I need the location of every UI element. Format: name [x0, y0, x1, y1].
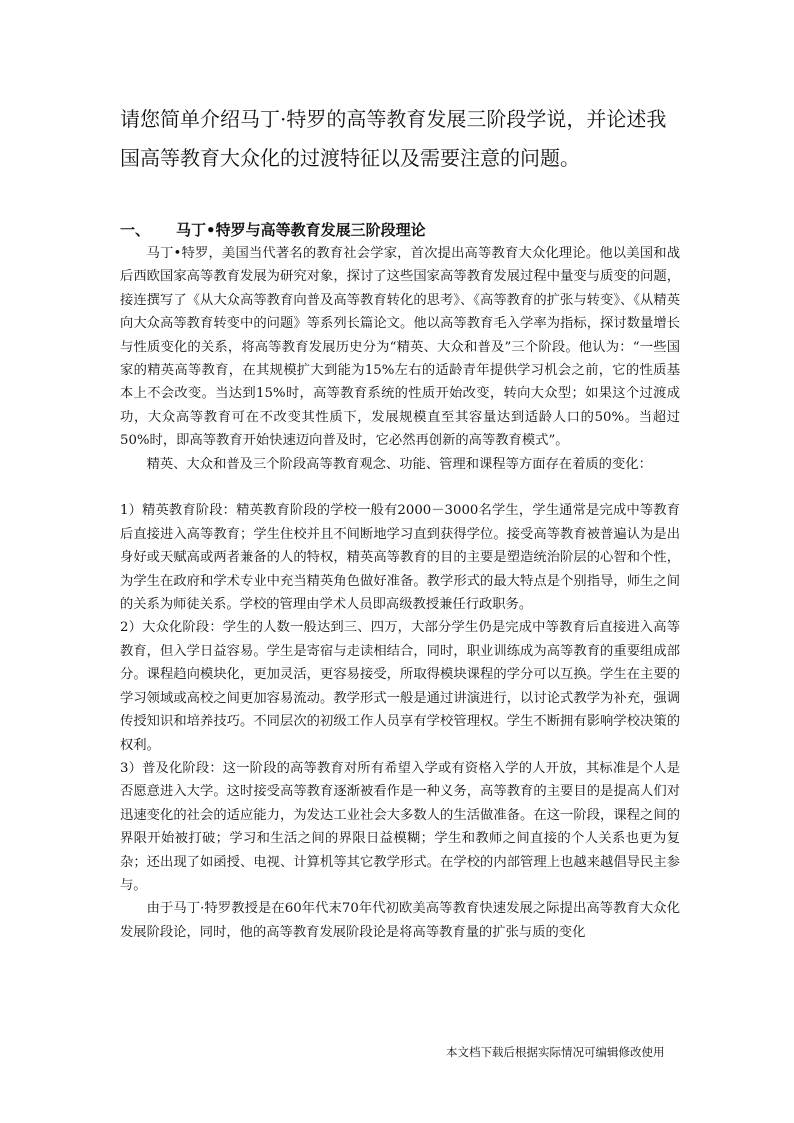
question-title: 请您简单介绍马丁·特罗的高等教育发展三阶段学说，并论述我国高等教育大众化的过渡特征以及需要注意的问题。 — [120, 107, 667, 170]
paragraph-changes: 精英、大众和普及三个阶段高等教育观念、功能、管理和课程等方面存在着质的变化： — [146, 456, 652, 472]
paragraph-universal-stage: 3）普及化阶段：这一阶段的高等教育对所有希望入学或有资格入学的人开放，其标准是个人是否愿意进入大学。这时接受高等教育逐渐被看作是一种义务，高等教育的主要目的是提高人们对迅速变化的社会的适应能力，为发达工业社会大多数人的生活做准备。在这一阶段，课程之间的界限开始被打破；学习和生活之间的界限日益模糊；学生和教师之间直接的个人关系也更为复杂；还出现了如函授、电视、计算机等其它教学形式。在学校的内部管理上也越来越倡导民主参与。 — [120, 760, 680, 893]
paragraph-elite-stage: 1）精英教育阶段：精英教育阶段的学校一般有2000－3000名学生，学生通常是完成中等教育后直接进入高等教育；学生住校并且不间断地学习直到获得学位。接受高等教育被普遍认为是出身好或天赋高或两者兼备的人的特权，精英高等教育的目的主要是塑造统治阶层的心智和个性，为学生在政府和学术专业中充当精英角色做好准备。教学形式的最大特点是个别指导，师生之间的关系为师徒关系。学校的管理由学术人员即高级教授兼任行政职务。 — [120, 503, 680, 613]
page-footer: 本文档下载后根据实际情况可编辑修改使用 — [446, 1045, 665, 1059]
section-heading-text: 马丁•特罗与高等教育发展三阶段理论 — [176, 221, 426, 239]
body-text — [120, 242, 680, 944]
paragraph-intro: 马丁•特罗，美国当代著名的教育社会学家，首次提出高等教育大众化理论。他以美国和战后西欧国家高等教育发展为研究对象，探讨了这些国家高等教育发展过程中量变与质变的问题，接连撰写了《从大众高等教育向普及高等教育转化的思考》、《高等教育的扩张与转变》、《从精英向大众高等教育转变中的问题》等系列长篇论文。他以高等教育毛入学率为指标，探讨数量增长与性质变化的关系，将高等教育发展历史分为“精英、大众和普及”三个阶段。他认为：“一些国家的精英高等教育，在其规模扩大到能为15%左右的适龄青年提供学习机会之前，它的性质基本上不会改变。当达到15%时，高等教育系统的性质开始改变，转向大众型；如果这个过渡成功，大众高等教育可在不改变其性质下，发展规模直至其容量达到适龄人口的50%。当超过50%时，即高等教育开始快速迈向普及时，它必然再创新的高等教育模式”。 — [120, 246, 680, 449]
paragraph-conclusion: 由于马丁·特罗教授是在60年代末70年代初欧美高等教育快速发展之际提出高等教育大众化发展阶段论，同时，他的高等教育发展阶段论是将高等教育量的扩张与质的变化 — [120, 901, 680, 940]
section-heading — [120, 218, 680, 242]
paragraph-mass-stage: 2）大众化阶段：学生的人数一般达到三、四万，大部分学生仍是完成中等教育后直接进入高等教育，但入学日益容易。学生是寄宿与走读相结合，同时，职业训练成为高等教育的重要组成部分。课程趋向模块化，更加灵活，更容易接受，所取得模块课程的学分可以互换。学生在主要的学习领域或高校之间更加容易流动。教学形式一般是通过讲演进行，以讨论式教学为补充，强调传授知识和培养技巧。不同层次的初级工作人员享有学校管理权。学生不断拥有影响学校决策的权利。 — [120, 620, 680, 753]
section-number: 一、 — [120, 221, 151, 239]
blank-line — [120, 476, 680, 499]
